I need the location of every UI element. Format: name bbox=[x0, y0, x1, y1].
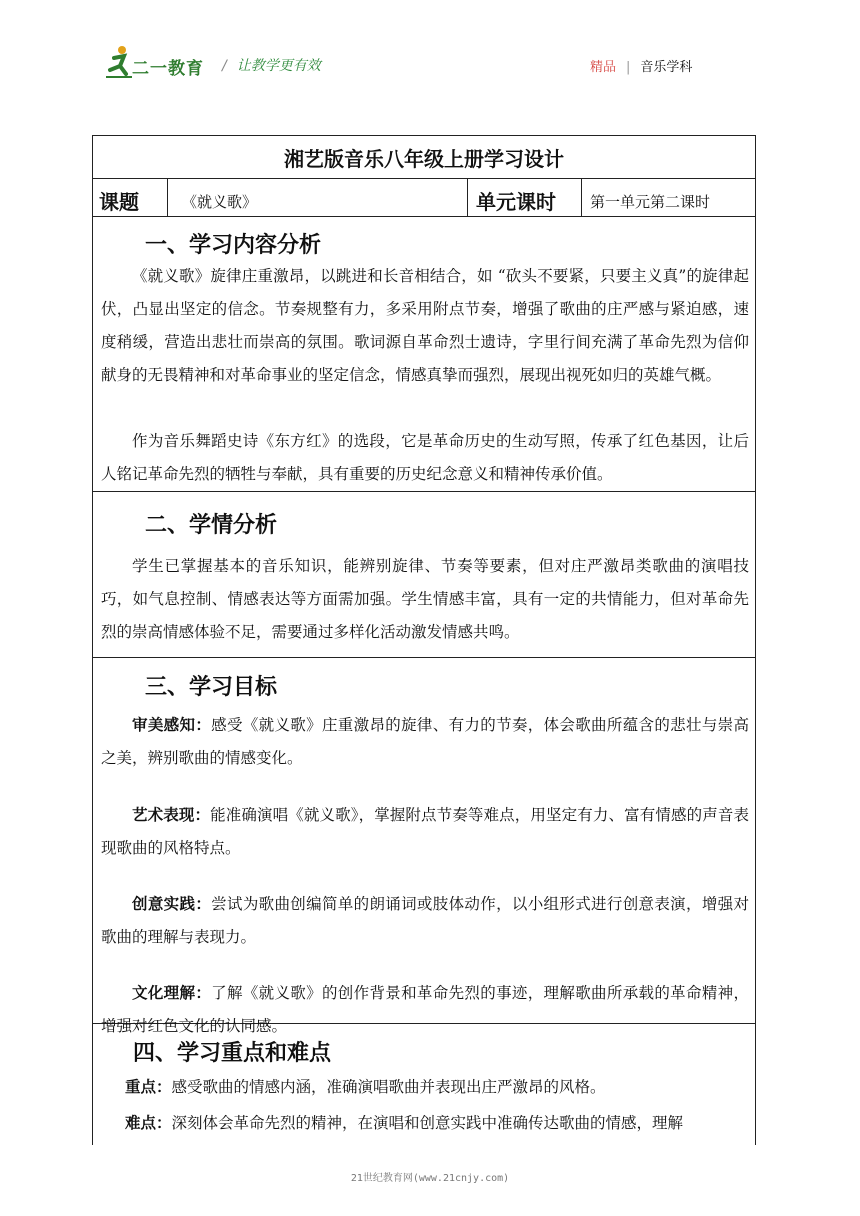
lesson-info-row bbox=[93, 178, 755, 217]
tag-subject: 音乐学科 bbox=[640, 60, 693, 75]
goal-performance bbox=[101, 798, 749, 865]
tag-premium: 精品 bbox=[590, 60, 617, 75]
brand-logo bbox=[106, 44, 224, 82]
lesson-value: 《就义歌》 bbox=[168, 178, 468, 216]
slogan-divider: / bbox=[222, 58, 227, 74]
subject-tag bbox=[590, 56, 692, 75]
paragraph: 学生已掌握基本的音乐知识，能辨别旋律、节奏等要素，但对庄严激昂类歌曲的演唱技巧，如气息控制、情感表达等方面需加强。学生情感丰富，具有一定的共情能力，但对革命先烈的崇高情感体验不足，需要通过多样化活动激发情感共鸣。 bbox=[101, 557, 749, 641]
section-heading: 四、学习重点和难点 bbox=[133, 1041, 332, 1066]
unit-value: 第一单元第二课时 bbox=[590, 193, 711, 211]
section-content-analysis bbox=[93, 216, 755, 492]
paragraph: 作为音乐舞蹈史诗《东方红》的选段，它是革命历史的生动写照，传承了红色基因，让后人铭记革命先烈的牺牲与奉献，具有重要的历史纪念意义和精神传承价值。 bbox=[101, 432, 749, 483]
goal-text: 了解《就义歌》的创作背景和革命先烈的事迹，理解歌曲所承载的革命精神，增强对红色文化的认同感。 bbox=[101, 984, 749, 1035]
paragraph: 《就义歌》旋律庄重激昂，以跳进和长音相结合，如 “砍头不要紧，只要主义真”的旋律起伏，凸显出坚定的信念。节奏规整有力，多采用附点节奏，增强了歌曲的庄严感与紧迫感，速度稍缓，营造出悲壮而崇高的氛围。歌词源自革命烈士遗诗，字里行间充满了革命先烈为信仰献身的无畏精神和对革命事业的坚定信念，情感真挚而强烈，展现出视死如归的英雄气概。 bbox=[101, 267, 749, 384]
goal-text: 尝试为歌曲创编简单的朗诵词或肢体动作，以小组形式进行创意表演，增强对歌曲的理解与表现力。 bbox=[101, 895, 749, 946]
unit-label: 单元课时 bbox=[468, 178, 582, 216]
goal-text: 能准确演唱《就义歌》，掌握附点节奏等难点，用坚定有力、富有情感的声音表现歌曲的风格特点。 bbox=[101, 806, 749, 857]
lesson-label: 课题 bbox=[93, 178, 168, 216]
goal-label: 创意实践： bbox=[132, 894, 212, 913]
tag-divider: | bbox=[626, 60, 631, 75]
runner-icon bbox=[106, 44, 134, 80]
design-table bbox=[92, 135, 756, 1145]
slogan-text: 让教学更有效 bbox=[236, 58, 321, 74]
key-text: 感受歌曲的情感内涵，准确演唱歌曲并表现出庄严激昂的风格。 bbox=[171, 1078, 606, 1096]
section-learning-goals bbox=[93, 658, 755, 1035]
section-heading: 三、学习目标 bbox=[145, 675, 278, 700]
goal-label: 文化理解： bbox=[132, 983, 212, 1002]
slogan bbox=[222, 55, 321, 75]
goal-label: 审美感知： bbox=[132, 715, 212, 734]
difficulty-text: 深刻体会革命先烈的精神，在演唱和创意实践中准确传达歌曲的情感，理解 bbox=[171, 1114, 684, 1132]
goal-creative bbox=[101, 887, 749, 954]
section-learner-analysis bbox=[93, 492, 755, 658]
page-footer: 21世纪教育网(www.21cnjy.com) bbox=[350, 1173, 510, 1184]
document-title: 湘艺版音乐八年级上册学习设计 bbox=[93, 136, 755, 179]
key-point bbox=[101, 1070, 749, 1104]
section-key-points bbox=[93, 1024, 755, 1146]
goal-text: 感受《就义歌》庄重激昂的旋律、有力的节奏，体会歌曲所蕴含的悲壮与崇高之美，辨别歌曲的情感变化。 bbox=[101, 716, 749, 767]
difficulty-label: 难点： bbox=[125, 1113, 172, 1132]
page-header bbox=[0, 0, 860, 100]
difficulty-point bbox=[101, 1106, 749, 1140]
section-heading: 二、学情分析 bbox=[145, 513, 278, 538]
brand-name: 二一教育 bbox=[132, 59, 204, 79]
key-label: 重点： bbox=[125, 1077, 172, 1096]
goal-aesthetic bbox=[101, 708, 749, 775]
section-heading: 一、学习内容分析 bbox=[145, 233, 322, 258]
goal-label: 艺术表现： bbox=[132, 805, 211, 824]
